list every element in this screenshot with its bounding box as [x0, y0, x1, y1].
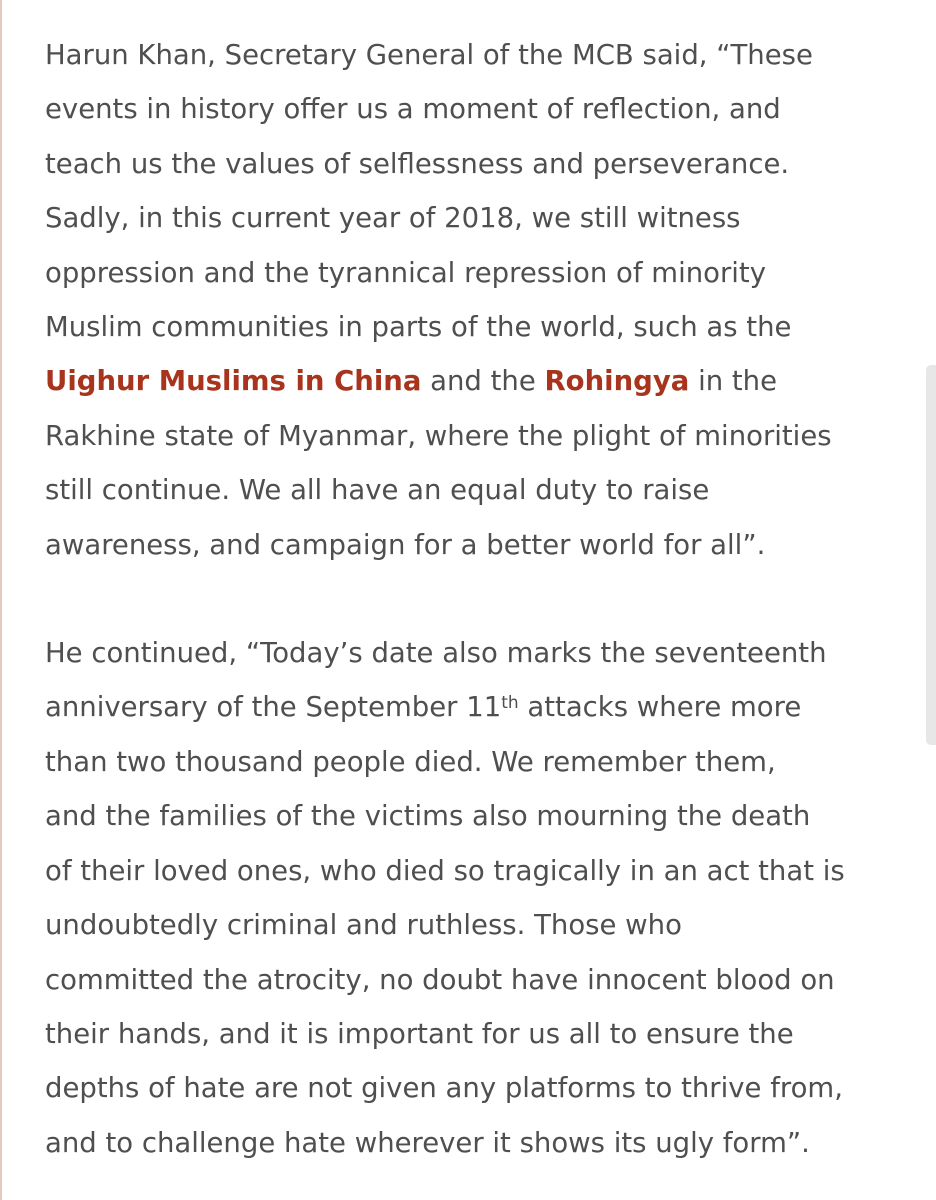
text-line: and to challenge hate wherever it shows its ugly form”.: [45, 1126, 810, 1159]
text-line: Sadly, in this current year of 2018, we still witness: [45, 202, 741, 235]
text-line: committed the atrocity, no doubt have innocent blood on: [45, 963, 835, 996]
paragraph-september-11: [45, 626, 915, 1170]
text-line: awareness, and campaign for a better world for all”.: [45, 528, 766, 561]
text-fragment: anniversary of the September 11: [45, 691, 502, 724]
superscript-th: th: [501, 693, 519, 714]
rohingya-link[interactable]: Rohingya: [544, 365, 690, 398]
text-line: teach us the values of selflessness and perseverance.: [45, 147, 790, 180]
text-fragment: in the: [689, 365, 778, 398]
paragraph-harun-khan-quote: [45, 28, 915, 572]
article-body: [45, 28, 915, 1170]
text-line: their hands, and it is important for us all to ensure the: [45, 1017, 794, 1050]
text-line: and the families of the victims also mourning the death: [45, 800, 811, 833]
uighur-muslims-link[interactable]: Uighur Muslims in China: [45, 365, 422, 398]
text-line: still continue. We all have an equal duty to raise: [45, 474, 710, 507]
text-line: Muslim communities in parts of the world, such as the: [45, 311, 792, 344]
text-line: events in history offer us a moment of reflection, and: [45, 93, 781, 126]
text-line: than two thousand people died. We remember them,: [45, 745, 776, 778]
scrollbar-thumb[interactable]: [926, 365, 936, 745]
left-border-rule: [0, 0, 2, 1200]
text-fragment: and the: [421, 365, 545, 398]
text-line: He continued, “Today’s date also marks the seventeenth: [45, 637, 827, 670]
text-line: of their loved ones, who died so tragically in an act that is: [45, 854, 845, 887]
text-line: Harun Khan, Secretary General of the MCB said, “These: [45, 39, 813, 71]
text-line: undoubtedly criminal and ruthless. Those who: [45, 909, 682, 942]
text-fragment: attacks where more: [518, 691, 802, 724]
text-line: Rakhine state of Myanmar, where the plight of minorities: [45, 419, 832, 452]
text-line: oppression and the tyrannical repression of minority: [45, 256, 766, 289]
text-line: depths of hate are not given any platforms to thrive from,: [45, 1072, 843, 1105]
